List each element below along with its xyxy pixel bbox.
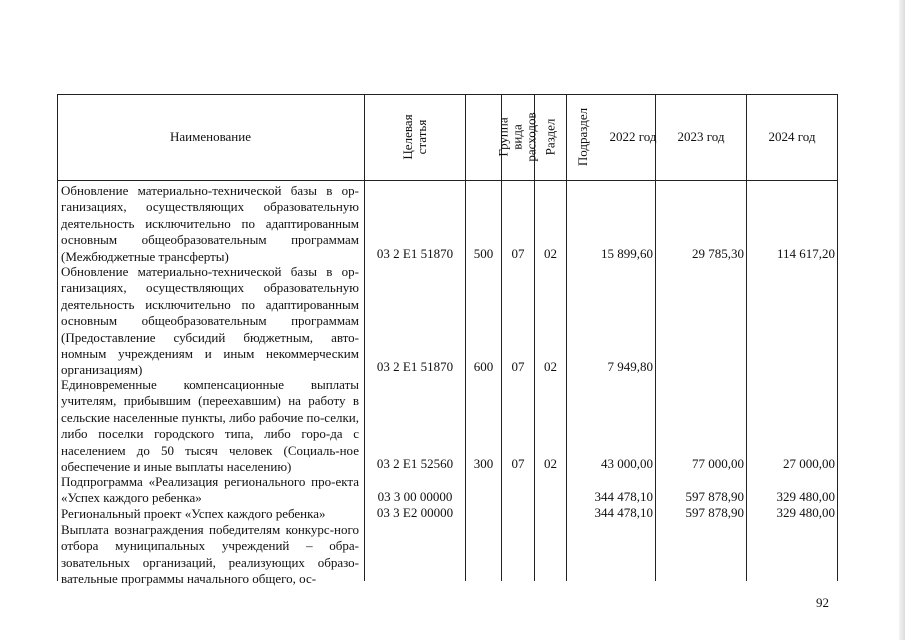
header-target: Целевая статья bbox=[400, 114, 429, 160]
row-subsection: 02 bbox=[544, 359, 557, 374]
col-divider bbox=[465, 94, 466, 581]
header-2024: 2024 год bbox=[768, 129, 816, 144]
header-2022: 2022 год bbox=[609, 129, 657, 144]
row-2023: 597 878,90 bbox=[685, 505, 744, 520]
row-section: 07 bbox=[511, 359, 525, 374]
header-name: Наименование bbox=[170, 129, 251, 144]
header-subsection: Подраздел bbox=[574, 107, 590, 167]
header-target-cell bbox=[365, 94, 465, 180]
row-2024: 114 617,20 bbox=[776, 246, 835, 261]
row-group: 300 bbox=[473, 456, 494, 471]
row-2022: 7 949,80 bbox=[607, 359, 653, 374]
row-name: Обновление материально-технической базы в ор-ганизациях, осуществляющих образовательную деятельность исключительно по адаптированным основным общеобразовательным программам (Предоставление субсидий бюджетным, авто-номным учреждениям и иным некоммерческим организациям) bbox=[61, 264, 359, 378]
row-section: 07 bbox=[511, 246, 525, 261]
row-2024: 27 000,00 bbox=[783, 456, 835, 471]
row-2023: 29 785,30 bbox=[692, 246, 744, 261]
header-section-cell bbox=[535, 94, 566, 180]
header-group-cell bbox=[496, 94, 539, 180]
row-2024: 329 480,00 bbox=[776, 505, 835, 520]
row-target: 03 2 Е1 51870 bbox=[376, 246, 454, 261]
row-group: 600 bbox=[473, 359, 494, 374]
row-name: Выплата вознаграждения победителям конкурс-ного отбора муниципальных учреждений – обра-зовательных организаций, реализующих образо-вательные программы начального общего, ос- bbox=[61, 522, 359, 587]
row-subsection: 02 bbox=[544, 456, 557, 471]
header-group: Группа вида расходов bbox=[496, 112, 539, 162]
row-2023: 597 878,90 bbox=[685, 489, 744, 504]
row-subsection: 02 bbox=[544, 246, 557, 261]
row-section: 07 bbox=[511, 456, 525, 471]
row-2022: 15 899,60 bbox=[601, 246, 653, 261]
row-name: Подпрограмма «Реализация регионального про-екта «Успех каждого ребенка» bbox=[61, 474, 359, 506]
row-target: 03 2 Е1 51870 bbox=[376, 359, 454, 374]
header-divider bbox=[57, 180, 838, 181]
budget-table bbox=[57, 94, 838, 587]
row-target: 03 3 Е2 00000 bbox=[376, 505, 454, 520]
row-2024: 329 480,00 bbox=[776, 489, 835, 504]
row-group: 500 bbox=[473, 246, 494, 261]
table-border-right bbox=[837, 94, 838, 581]
page-edge-shadow bbox=[899, 0, 905, 640]
row-name: Региональный проект «Успех каждого ребенка» bbox=[61, 506, 326, 521]
row-name: Обновление материально-технической базы в ор-ганизациях, осуществляющих образовательную деятельность исключительно по адаптированным основным общеобразовательным программам (Межбюджетные трансферты) bbox=[61, 183, 359, 264]
row-target: 03 3 00 00000 bbox=[377, 489, 453, 504]
page-number: 92 bbox=[816, 595, 829, 610]
header-2023: 2023 год bbox=[677, 129, 725, 144]
row-2022: 344 478,10 bbox=[594, 505, 653, 520]
header-section: Раздел bbox=[542, 118, 558, 156]
row-target: 03 2 Е1 52560 bbox=[376, 456, 454, 471]
row-2022: 43 000,00 bbox=[601, 456, 653, 471]
row-2022: 344 478,10 bbox=[594, 489, 653, 504]
row-name: Единовременные компенсационные выплаты учителям, прибывшим (переехавшим) на работу в сельские населенные пункты, либо рабочие по-селки, либо поселки городского типа, либо горо-да с населением до 50 тысяч человек (Социаль-ное обеспечение и иные выплаты населению) bbox=[61, 377, 359, 475]
row-2023: 77 000,00 bbox=[692, 456, 744, 471]
